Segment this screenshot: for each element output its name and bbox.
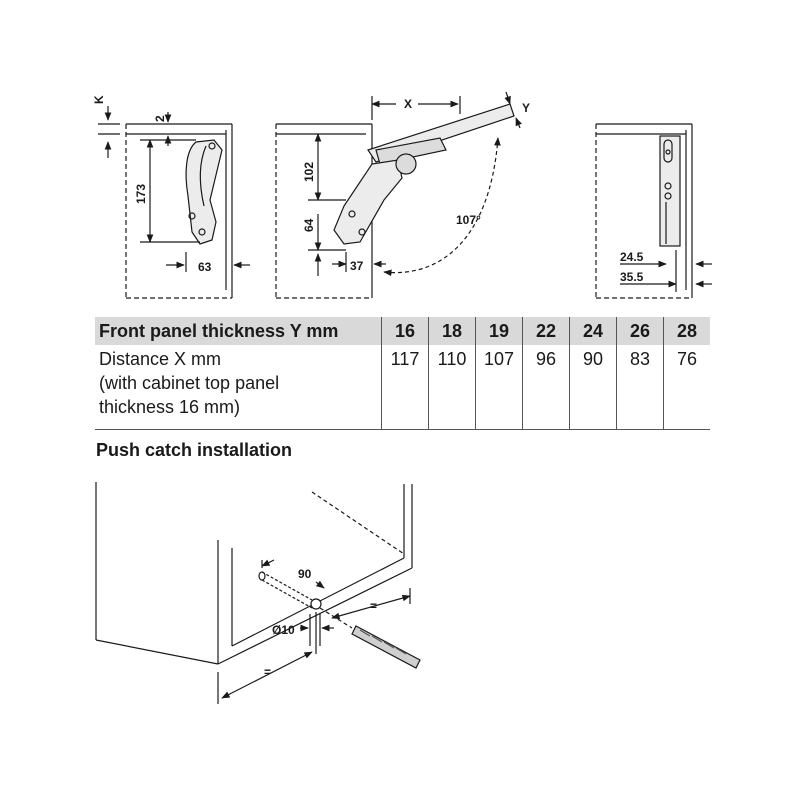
label-24-5: 24.5 — [620, 250, 644, 264]
table-header-label: Front panel thickness Y mm — [95, 317, 382, 345]
hinge-dimension-drawings — [0, 0, 800, 310]
label-offset: 37 — [350, 259, 364, 273]
label-depth: 63 — [198, 260, 212, 274]
thickness-cell: 24 — [570, 317, 617, 345]
distance-cell: 96 — [523, 345, 570, 430]
label-35-5: 35.5 — [620, 270, 644, 284]
side-view-closed — [98, 106, 250, 298]
label-lower: 64 — [302, 218, 316, 232]
thickness-cell: 18 — [429, 317, 476, 345]
label-diameter: Ø10 — [272, 623, 295, 637]
thickness-cell: 28 — [664, 317, 711, 345]
front-view — [596, 124, 712, 298]
row-label — [95, 345, 382, 430]
thickness-distance-table — [95, 317, 710, 430]
distance-cell: 83 — [617, 345, 664, 430]
label-equal-2: = — [370, 599, 378, 613]
thickness-cell: 26 — [617, 317, 664, 345]
label-gap: 2 — [153, 115, 167, 122]
side-view-open — [276, 92, 520, 298]
label-k: K — [92, 95, 106, 104]
label-x: X — [404, 97, 413, 111]
thickness-cell: 16 — [382, 317, 429, 345]
distance-cell: 107 — [476, 345, 523, 430]
table-row — [95, 345, 710, 430]
label-height: 173 — [134, 183, 148, 204]
row-label-line: Distance X mm — [99, 349, 222, 369]
label-upper: 102 — [302, 161, 316, 182]
distance-cell: 90 — [570, 345, 617, 430]
label-angle: 107° — [456, 213, 481, 227]
thickness-cell: 22 — [523, 317, 570, 345]
section-title: Push catch installation — [96, 440, 293, 460]
thickness-cell: 19 — [476, 317, 523, 345]
label-90: 90 — [298, 567, 312, 581]
distance-cell: 117 — [382, 345, 429, 430]
row-label-line: (with cabinet top panel — [99, 373, 280, 393]
distance-cell: 110 — [429, 345, 476, 430]
row-label-line: thickness 16 mm) — [99, 397, 241, 417]
distance-cell: 76 — [664, 345, 711, 430]
label-equal-1: = — [264, 665, 272, 679]
push-catch-drawing — [0, 470, 800, 800]
table-header-row — [95, 317, 710, 345]
label-y: Y — [522, 101, 531, 115]
